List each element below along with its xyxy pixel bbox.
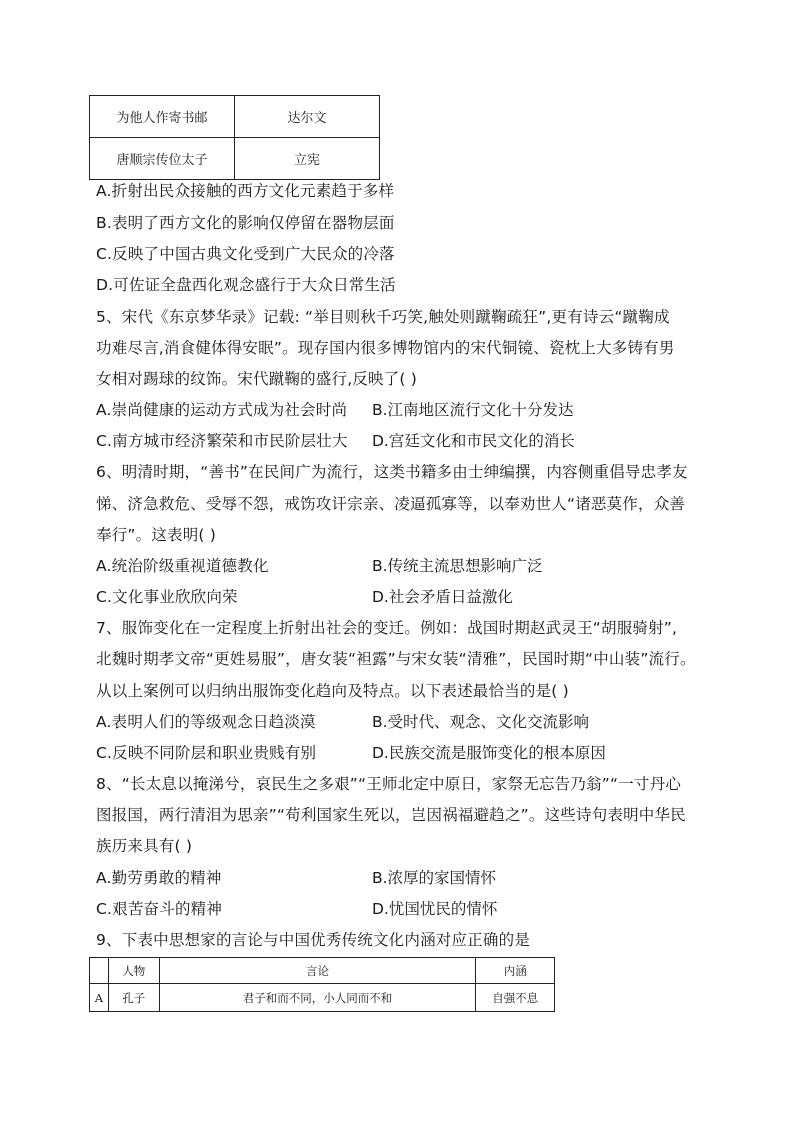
q4-option-b: B.表明了西方文化的影响仅停留在器物层面 [96, 214, 395, 232]
q4-option-d: D.可佐证全盘西化观念盛行于大众日常生活 [96, 276, 396, 294]
q8-option-a: A.勤劳勇敢的精神 [96, 869, 222, 887]
table-header-cell: 言论 [159, 958, 476, 984]
q4-option-a: A.折射出民众接触的西方文化元素趋于多样 [96, 182, 395, 200]
q6-option-c: C.文化事业欣欣向荣 [96, 588, 238, 606]
table-cell: 自强不息 [476, 984, 555, 1012]
q8-option-d: D.忧国忧民的情怀 [372, 900, 498, 918]
q6-option-a: A.统治阶级重视道德教化 [96, 557, 269, 575]
q9-stem-line1: 9、下表中思想家的言论与中国优秀传统文化内涵对应正确的是 [96, 931, 530, 949]
table-cell: 唐顺宗传位太子 [90, 138, 235, 180]
table-row [90, 138, 380, 180]
q7-option-a: A.表明人们的等级观念日趋淡漠 [96, 713, 316, 731]
q8-stem-line1: 8、“长太息以掩涕兮，哀民生之多艰”“王师北定中原日，家祭无忘告乃翁”“一寸丹心 [96, 775, 682, 793]
q7-stem-line1: 7、服饰变化在一定程度上折射出社会的变迁。例如：战国时期赵武灵王“胡服骑射”, [96, 619, 678, 637]
q9-table [89, 957, 555, 1012]
q7-stem-line2: 北魏时期孝文帝“更姓易服”，唐女装“袒露”与宋女装“清雅”，民国时期“中山装”流行。 [96, 650, 696, 668]
top-table [89, 95, 380, 180]
q7-option-c: C.反映不同阶层和职业贵贱有别 [96, 744, 317, 762]
q5-option-a: A.崇尚健康的运动方式成为社会时尚 [96, 401, 348, 419]
table-cell: 君子和而不同，小人同而不和 [159, 984, 476, 1012]
q8-option-c: C.艰苦奋斗的精神 [96, 900, 223, 918]
table-row [90, 96, 380, 138]
q5-stem-line2: 功难尽言,消食健体得安眠”。现存国内很多博物馆内的宋代铜镜、瓷枕上大多铸有男 [96, 339, 675, 357]
q8-stem-line3: 族历来具有( ) [96, 837, 193, 855]
q8-option-b: B.浓厚的家国情怀 [372, 869, 497, 887]
table-cell: 为他人作寄书邮 [90, 96, 235, 138]
q7-option-b: B.受时代、观念、文化交流影响 [372, 713, 590, 731]
q7-stem-line3: 从以上案例可以归纳出服饰变化趋向及特点。以下表述最恰当的是( ) [96, 682, 569, 700]
table-row [90, 984, 555, 1012]
table-header-cell: 内涵 [476, 958, 555, 984]
q6-option-b: B.传统主流思想影响广泛 [372, 557, 543, 575]
q6-stem-line2: 悌、济急救危、受辱不怨，戒饬攻讦宗亲、凌逼孤寡等，以奉劝世人“诸恶莫作，众善 [96, 495, 686, 513]
q6-option-d: D.社会矛盾日益激化 [372, 588, 513, 606]
q8-stem-line2: 图报国，两行清泪为思亲”“苟利国家生死以，岂因祸福避趋之”。这些诗句表明中华民 [96, 806, 686, 824]
table-header-row [90, 958, 555, 984]
q5-option-d: D.宫廷文化和市民文化的消长 [372, 432, 575, 450]
table-header-cell [90, 958, 109, 984]
q7-option-d: D.民族交流是服饰变化的根本原因 [372, 744, 606, 762]
table-cell: A [90, 984, 109, 1012]
table-cell: 达尔文 [235, 96, 380, 138]
q4-option-c: C.反映了中国古典文化受到广大民众的冷落 [96, 245, 395, 263]
q5-option-b: B.江南地区流行文化十分发达 [372, 401, 574, 419]
q6-stem-line3: 奉行”。这表明( ) [96, 526, 217, 544]
table-header-cell: 人物 [108, 958, 159, 984]
q5-stem-line3: 女相对踢球的纹饰。宋代蹴鞠的盛行,反映了( ) [96, 370, 418, 388]
q5-stem-line1: 5、宋代《东京梦华录》记载: “举目则秋千巧笑,触处则蹴鞠疏狂”,更有诗云“蹴鞠成 [96, 308, 670, 326]
q6-stem-line1: 6、明清时期，“善书”在民间广为流行，这类书籍多由士绅编撰，内容侧重倡导忠孝友 [96, 463, 688, 481]
table-cell: 立宪 [235, 138, 380, 180]
table-cell: 孔子 [108, 984, 159, 1012]
q5-option-c: C.南方城市经济繁荣和市民阶层壮大 [96, 432, 348, 450]
